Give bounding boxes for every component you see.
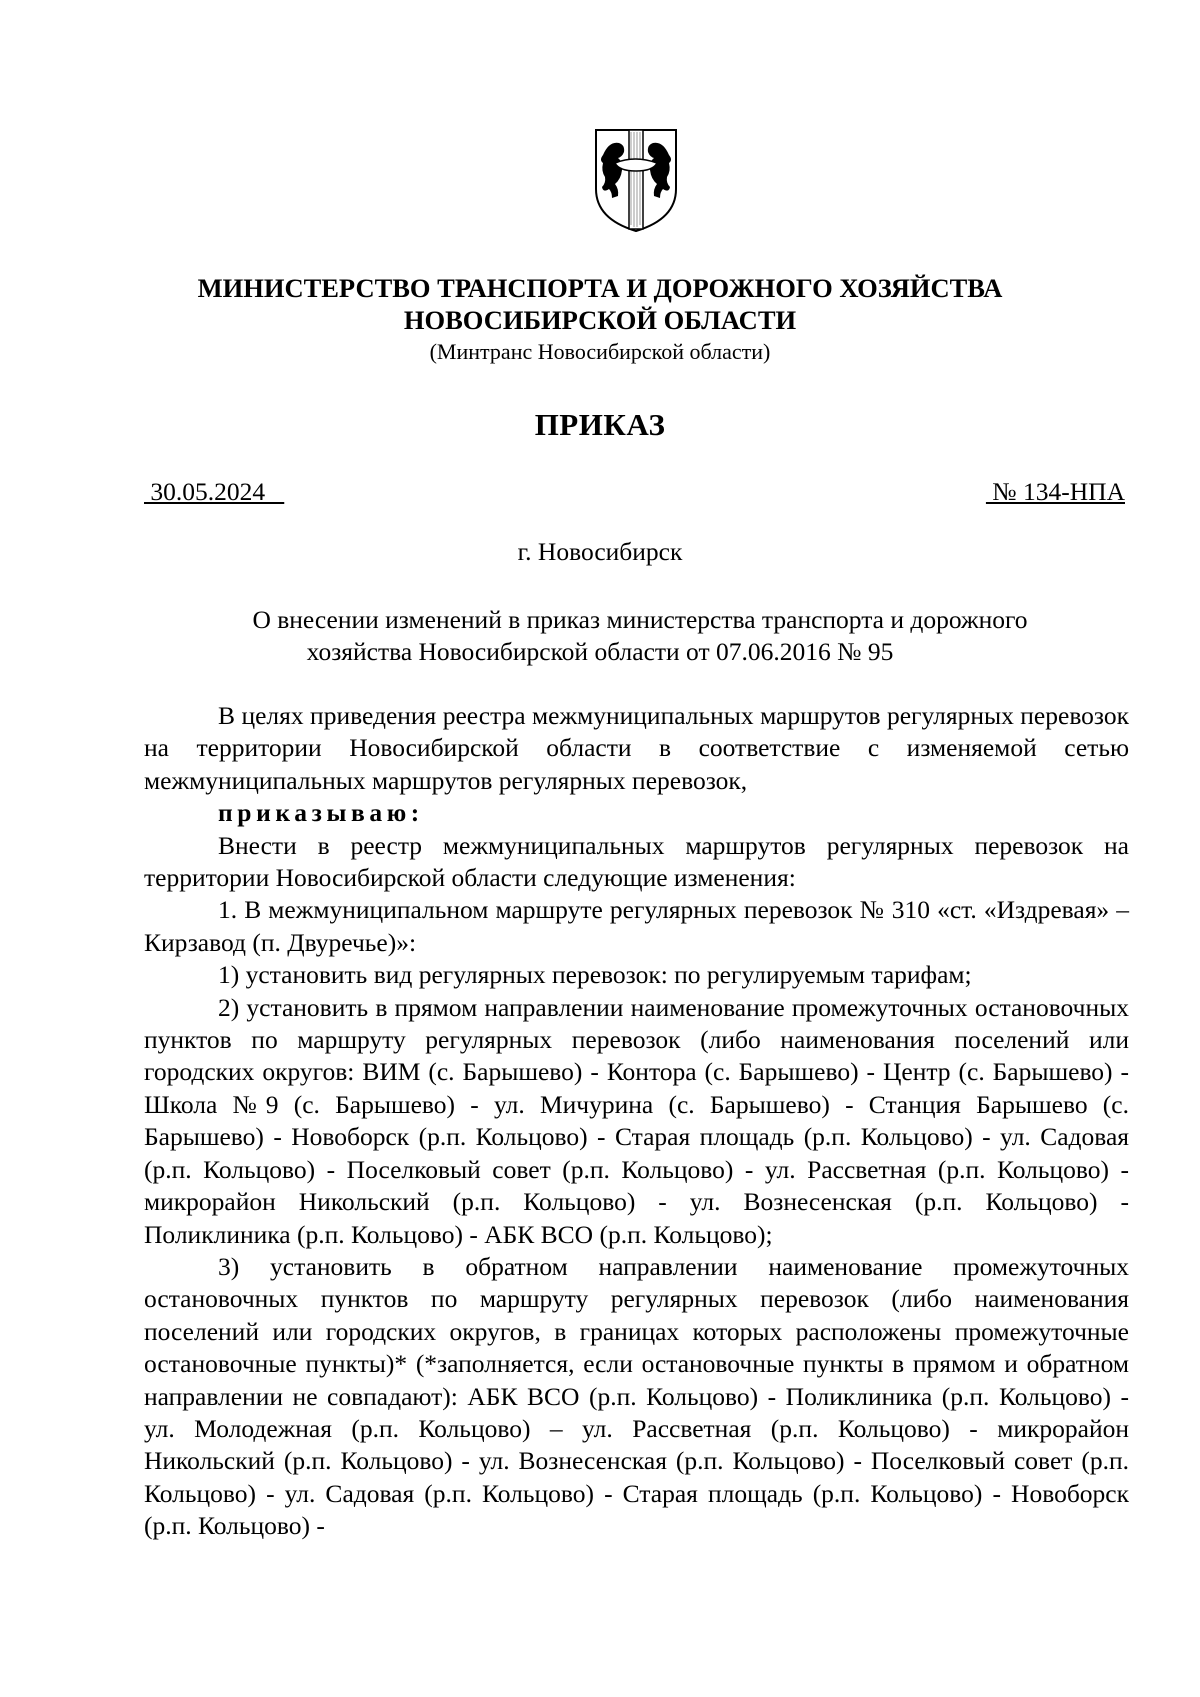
subitem-2-paragraph: 2) установить в прямом направлении наименование промежуточных остановочных пунктов по маршруту регулярных перевозок (либо наименования поселений или городских округов: ВИМ (с. Барышево) - Контора (с. Барышево) - Центр (с. Барышево) - Школа №9 (с. Барышево) - ул. Мичурина (с. Барышево) - Станция Барышево (с. Барышево) - Новоборск (р.п. Кольцово) - Старая площадь (р.п. Кольцово) - ул. Садовая (р.п. Кольцово) - Поселковый совет (р.п. Кольцово) - ул. Рассветная (р.п. Кольцово) - микрорайон Никольский (р.п. Кольцово) - ул. Вознесенская (р.п. Кольцово) - Поликлиника (р.п. Кольцово) - АБК ВСО (р.п. Кольцово); <box>144 992 1129 1249</box>
document-subject-line1: О внесении изменений в приказ министерства транспорта и дорожного <box>252 605 1028 634</box>
ministry-name-line2: НОВОСИБИРСКОЙ ОБЛАСТИ <box>403 305 797 335</box>
document-type: ПРИКАЗ <box>534 407 666 442</box>
coat-of-arms-icon <box>593 127 679 234</box>
ministry-name-line1: МИНИСТЕРСТВО ТРАНСПОРТА И ДОРОЖНОГО ХОЗЯЙСТВА <box>197 273 1003 303</box>
ministry-short-name: (Минтранс Новосибирской области) <box>429 339 771 364</box>
document-number: № 134-НПА <box>985 477 1125 506</box>
document-subject-line2: хозяйства Новосибирской области от 07.06.2016 № 95 <box>306 637 894 666</box>
item-1-paragraph: 1. В межмуниципальном маршруте регулярных перевозок № 310 «ст. «Издревая» – Кирзавод (п. Двуречье)»: <box>144 895 1129 957</box>
document-date: 30.05.2024 <box>144 477 285 506</box>
subitem-3-paragraph: 3) установить в обратном направлении наименование промежуточных остановочных пунктов по маршруту регулярных перевозок (либо наименования поселений или городских округов, в границах которых расположены промежуточные остановочные пункты)* (*заполняется, если остановочные пункты в прямом и обратном направлении не совпадают): АБК ВСО (р.п. Кольцово) - Поликлиника (р.п. Кольцово) - ул. Молодежная (р.п. Кольцово) – ул. Рассветная (р.п. Кольцово) - микрорайон Никольский (р.п. Кольцово) - ул. Вознесенская (р.п. Кольцово) - Поселковый совет (р.п. Кольцово) - ул. Садовая (р.п. Кольцово) - Старая площадь (р.п. Кольцово) - Новоборск (р.п. Кольцово) - <box>144 1251 1129 1541</box>
document-body <box>144 700 1129 1543</box>
intro-paragraph: Внести в реестр межмуниципальных маршрутов регулярных перевозок на территории Новосибирской области следующие изменения: <box>144 830 1129 893</box>
subitem-1-paragraph: 1) установить вид регулярных перевозок: по регулируемым тарифам; <box>218 960 972 990</box>
preamble-paragraph: В целях приведения реестра межмуниципальных маршрутов регулярных перевозок на территории Новосибирской области в соответствие с изменяемой сетью межмуниципальных маршрутов регулярных перевозок, <box>144 701 1129 795</box>
order-word: приказываю: <box>218 798 424 828</box>
document-city: г. Новосибирск <box>517 537 683 566</box>
